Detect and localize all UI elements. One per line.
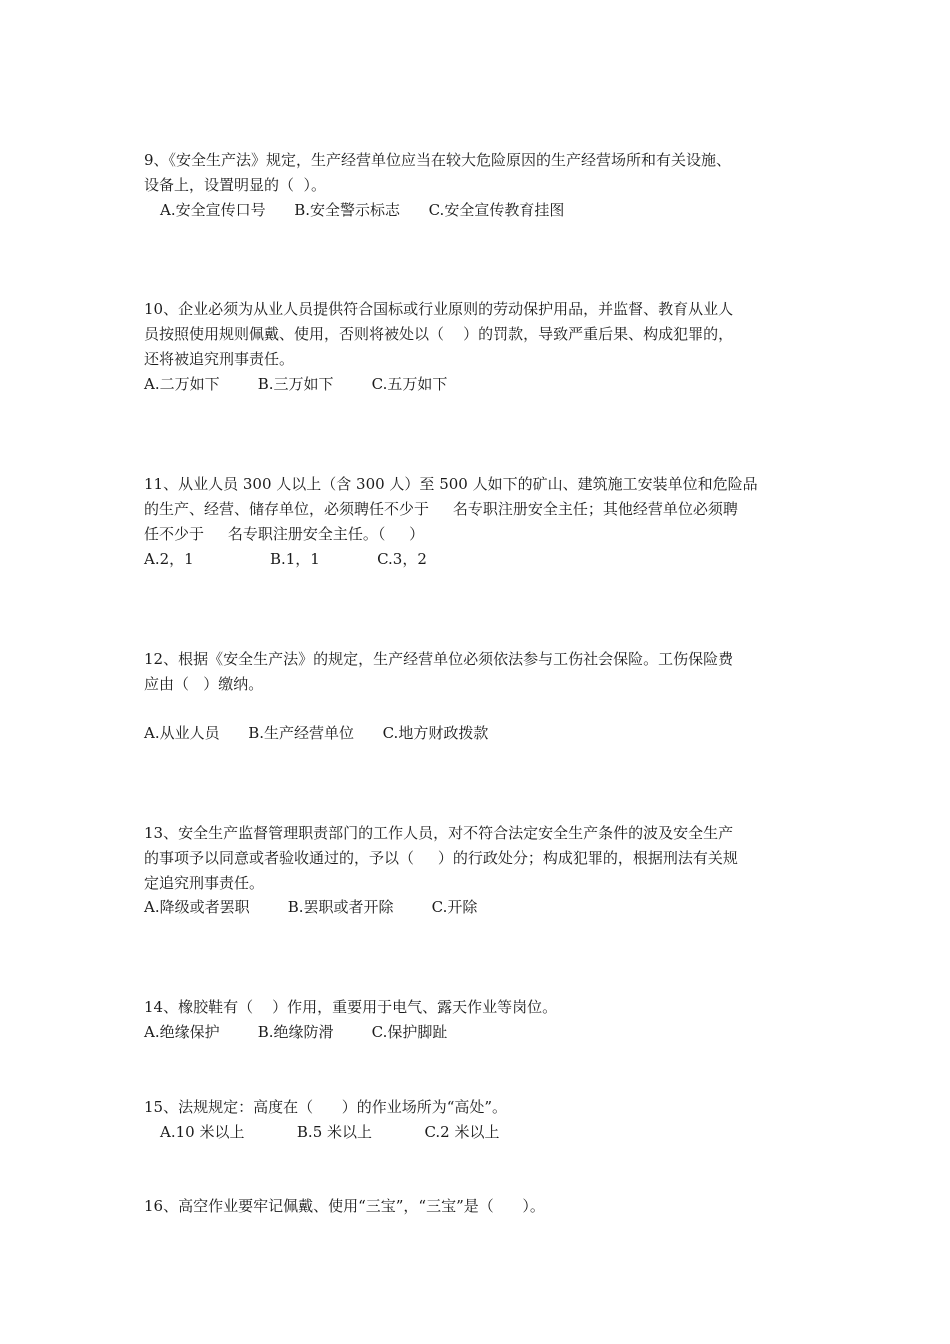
q13-line-2: 的事项予以同意或者验收通过的，予以（ ）的行政处分；构成犯罪的，根据刑法有关规 <box>144 849 738 867</box>
q10-options: A.二万如下 B.三万如下 C.五万如下 <box>144 375 448 393</box>
q9-line-2: 设备上，设置明显的（ ）。 <box>144 176 327 194</box>
q11-options: A.2，1 B.1，1 C.3，2 <box>144 550 427 568</box>
q9-options: A.安全宣传口号 B.安全警示标志 C.安全宣传教育挂图 <box>160 201 565 219</box>
q12-line-1: 12、根据《安全生产法》的规定，生产经营单位必须依法参与工伤社会保险。工伤保险费 <box>144 650 734 668</box>
q14-line-1: 14、橡胶鞋有（ ）作用，重要用于电气、露天作业等岗位。 <box>144 998 558 1016</box>
q13-line-1: 13、安全生产监督管理职责部门的工作人员，对不符合法定安全生产条件的波及安全生产 <box>144 824 734 842</box>
q13-line-3: 定追究刑事责任。 <box>144 874 265 892</box>
q15-options: A.10 米以上 B.5 米以上 C.2 米以上 <box>160 1123 500 1141</box>
q15-line-1: 15、法规规定：高度在（ ）的作业场所为“高处”。 <box>144 1098 508 1116</box>
q12-line-2: 应由（ ）缴纳。 <box>144 675 264 693</box>
q11-line-2: 的生产、经营、储存单位，必须聘任不少于 名专职注册安全主任；其他经营单位必须聘 <box>144 500 738 518</box>
q16-line-1: 16、高空作业要牢记佩戴、使用“三宝”，“三宝”是（ ）。 <box>144 1197 545 1215</box>
q11-line-1: 11、从业人员 300 人以上（含 300 人）至 500 人如下的矿山、建筑施工安装单位和危险品 <box>144 475 758 493</box>
q9-line-1: 9、《安全生产法》规定，生产经营单位应当在较大危险原因的生产经营场所和有关设施、 <box>144 151 732 169</box>
q10-line-1: 10、企业必须为从业人员提供符合国标或行业原则的劳动保护用品，并监督、教育从业人 <box>144 300 734 318</box>
q11-line-3: 任不少于 名专职注册安全主任。（ ） <box>144 525 425 543</box>
q12-options: A.从业人员 B.生产经营单位 C.地方财政拨款 <box>144 724 489 742</box>
q10-line-2: 员按照使用规则佩戴、使用，否则将被处以（ ）的罚款，导致严重后果、构成犯罪的， <box>144 325 734 343</box>
q13-options: A.降级或者罢职 B.罢职或者开除 C.开除 <box>144 898 478 916</box>
q14-options: A.绝缘保护 B.绝缘防滑 C.保护脚趾 <box>144 1023 448 1041</box>
q10-line-3: 还将被追究刑事责任。 <box>144 350 295 368</box>
